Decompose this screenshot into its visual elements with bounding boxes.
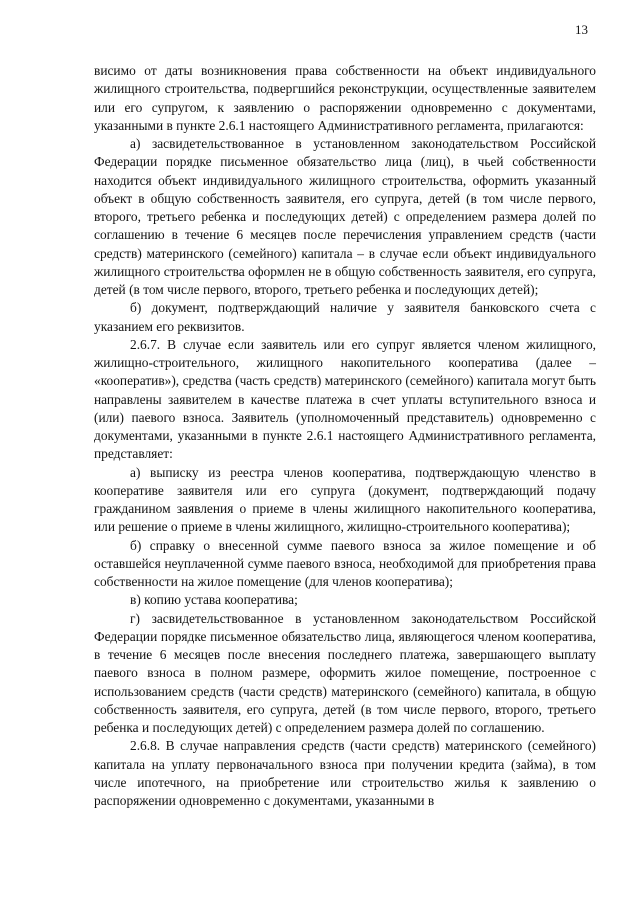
paragraph-item-v-charter-copy: в) копию устава кооператива; (130, 592, 298, 608)
paragraph-item-b-bank-account: б) документ, подтверждающий наличие у заявителя банковского счета с указанием его реквизитов. (94, 300, 596, 334)
paragraph-item-g-obligation: г) засвидетельствованное в установленном законодательством Российской Федерации порядке письменное обязательство лица, являющегося членом кооператива, в течение 6 месяцев после внесения последнего платежа, завершающего выплату паевого взноса в полном размере, оформить жилое помещение, построенное с использованием средств (части средств) материнского (семейного) капитала, в общую собственность заявителя, его супруга, детей (в том числе первого, второго, третьего ребенка и последующих детей) с определением размера долей по соглашению. (94, 610, 596, 735)
page-number: 13 (575, 22, 588, 37)
paragraph-item-b-share-certificate: б) справку о внесенной сумме паевого взноса за жилое помещение и об оставшейся неуплаченной сумме паевого взноса, необходимой для приобретения права собственности на жилое помещение (для членов кооператива); (94, 537, 596, 589)
paragraph-item-a-registry-extract: а) выписку из реестра членов кооператива, подтверждающую членство в кооперативе заявителя или его супруга (документ, подтверждающий подачу гражданином заявления о приеме в члены жилищного накопительного кооператива, или решение о приеме в члены жилищного, жилищно-строительного кооператива); (94, 464, 596, 535)
paragraph-2-6-8: 2.6.8. В случае направления средств (части средств) материнского (семейного) капитала на уплату первоначального взноса при получении кредита (займа), в том числе ипотечного, на приобретение или строительство жилья к заявлению о распоряжении одновременно с документами, указанными в (94, 738, 596, 808)
paragraph-continuation: висимо от даты возникновения права собственности на объект индивидуального жилищного строительства, подвергшийся реконструкции, осуществленные заявителем или его супругом, к заявлению о распоряжении одновременно с документами, указанными в пункте 2.6.1 настоящего Административного регламента, прилагаются: (94, 63, 596, 133)
body-text (94, 62, 596, 810)
paragraph-item-a-obligation: а) засвидетельствованное в установленном законодательством Российской Федерации порядке письменное обязательство лица (лиц), в чьей собственности находится объект индивидуального жилищного строительства, оформить указанный объект в общую собственность заявителя, его супруга, детей (в том числе первого, второго, третьего ребенка и последующих детей) с определением размера долей по соглашению в течение 6 месяцев после перечисления управлением средств (части средств) материнского (семейного) капитала – в случае если объект индивидуального жилищного строительства оформлен не в общую собственность заявителя, его супруга, детей (в том числе первого, второго, третьего ребенка и последующих детей); (94, 136, 596, 297)
paragraph-2-6-7: 2.6.7. В случае если заявитель или его супруг является членом жилищного, жилищно-строительного, жилищного накопительного кооператива (далее – «кооператив»), средства (часть средств) материнского (семейного) капитала могут быть направлены заявителем в качестве платежа в счет уплаты вступительного взноса и (или) паевого взноса. Заявитель (уполномоченный представитель) одновременно с документами, указанными в пункте 2.6.1 настоящего Административного регламента, представляет: (94, 336, 596, 462)
